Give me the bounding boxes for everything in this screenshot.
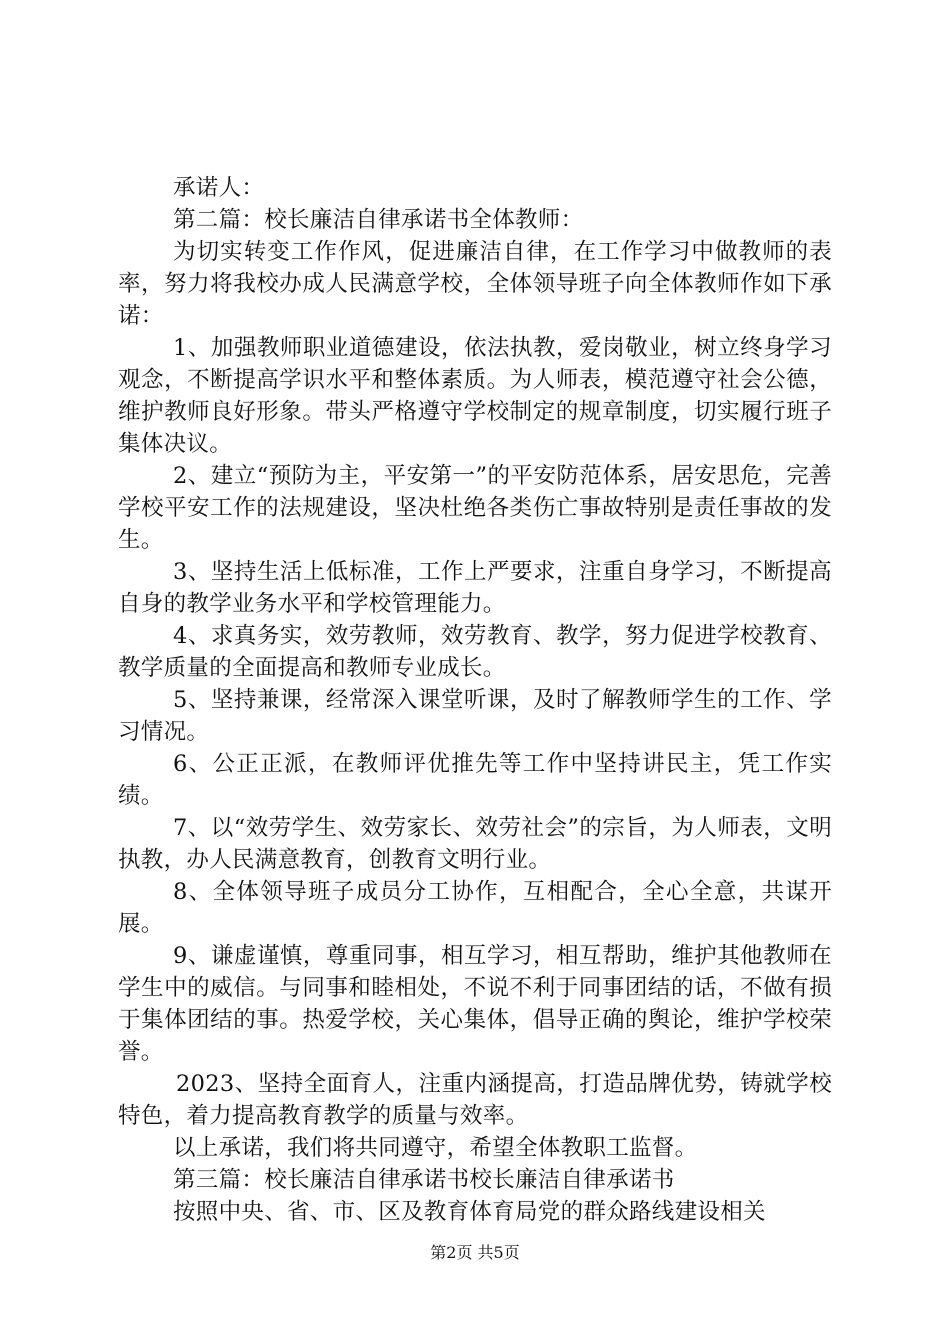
section-3-paragraph: 按照中央、省、市、区及教育体育局党的群众路线建设相关 xyxy=(173,1199,766,1225)
intro-paragraph: 为切实转变工作作风，促进廉洁自律，在工作学习中做教师的表率，努力将我校办成人民满意学校，全体领导班子向全体教师作如下承诺： xyxy=(118,239,832,329)
pledge-item-10: 2023、坚持全面育人，注重内涵提高，打造品牌优势，铸就学校特色，着力提高教育教学的质量与效率。 xyxy=(118,1071,832,1129)
pledge-item-6: 6、公正正派，在教师评优推先等工作中坚持讲民主，凭工作实绩。 xyxy=(118,751,832,809)
pledge-item-1: 1、加强教师职业道德建设，依法执教，爱岗敬业，树立终身学习观念，不断提高学识水平和整体素质。为人师表，模范遵守社会公德，维护教师良好形象。带头严格遵守学校制定的规章制度，切实履行班子集体决议。 xyxy=(118,335,832,457)
pledge-item-2: 2、建立“预防为主，平安第一”的平安防范体系，居安思危，完善学校平安工作的法规建设，坚决杜绝各类伤亡事故特别是责任事故的发生。 xyxy=(118,463,832,553)
page-number-footer: 第2页 共5页 xyxy=(430,1243,520,1262)
pledge-item-5: 5、坚持兼课，经常深入课堂听课，及时了解教师学生的工作、学习情况。 xyxy=(118,687,832,745)
closing-statement: 以上承诺，我们将共同遵守，希望全体教职工监督。 xyxy=(173,1135,698,1161)
document-body xyxy=(118,172,832,1228)
section-heading-3: 第三篇：校长廉洁自律承诺书校长廉洁自律承诺书 xyxy=(173,1167,675,1193)
pledge-item-8: 8、全体领导班子成员分工协作，互相配合，全心全意，共谋开展。 xyxy=(118,879,832,937)
pledge-item-3: 3、坚持生活上低标准，工作上严要求，注重自身学习，不断提高自身的教学业务水平和学校管理能力。 xyxy=(118,559,832,617)
signatory-line: 承诺人： xyxy=(173,175,265,201)
pledge-item-4: 4、求真务实，效劳教师，效劳教育、教学，努力促进学校教育、教学质量的全面提高和教师专业成长。 xyxy=(118,623,832,681)
section-heading-2: 第二篇：校长廉洁自律承诺书全体教师： xyxy=(173,207,584,233)
pledge-item-7: 7、以“效劳学生、效劳家长、效劳社会”的宗旨，为人师表，文明执教，办人民满意教育，创教育文明行业。 xyxy=(118,815,832,873)
pledge-item-9: 9、谦虚谨慎，尊重同事，相互学习，相互帮助，维护其他教师在学生中的威信。与同事和睦相处，不说不利于同事团结的话，不做有损于集体团结的事。热爱学校，关心集体，倡导正确的舆论，维护学校荣誉。 xyxy=(118,943,832,1065)
